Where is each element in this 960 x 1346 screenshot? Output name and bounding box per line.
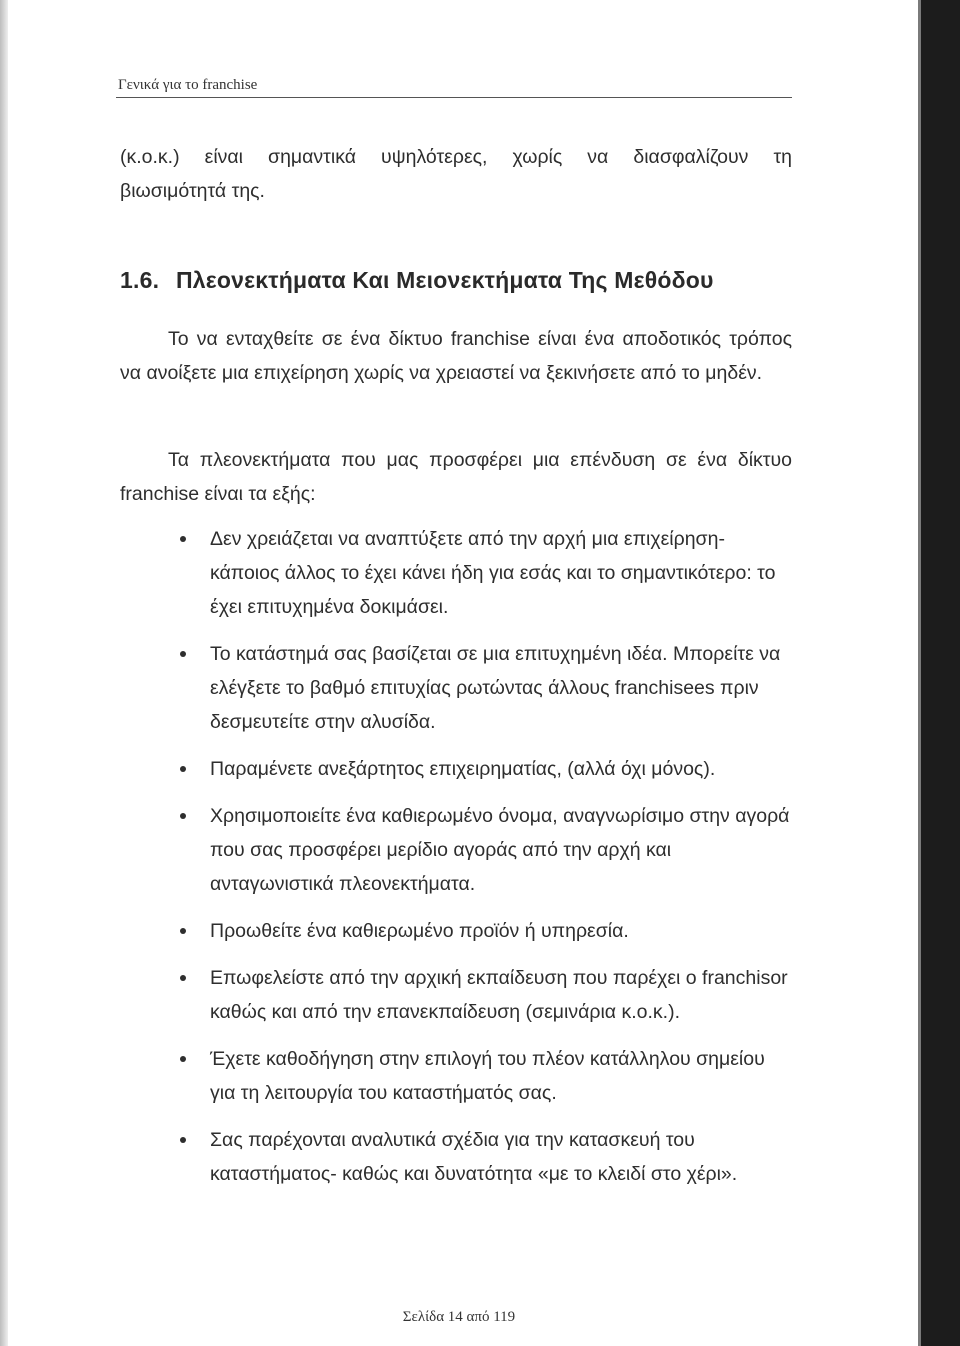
list-item [178,799,792,901]
paragraph-1-line-2: να ανοίξετε μια επιχείρηση χωρίς να χρειαστεί να ξεκινήσετε από το μηδέν. [120,362,763,384]
list-item [178,522,792,624]
intro-line-1: (κ.ο.κ.) είναι σημαντικά υψηλότερες, χωρίς να διασφαλίζουν τη [120,146,792,168]
bullet-icon [180,1137,186,1143]
advantages-list [178,522,792,1204]
bullet-icon [180,975,186,981]
list-item [178,914,792,948]
intro-paragraph [120,140,792,208]
list-item-text: Επωφελείστε από την αρχική εκπαίδευση που παρέχει ο franchisor καθώς και από την επανεκπαίδευση (σεμινάρια κ.ο.κ.). [210,967,788,1023]
list-item [178,752,792,786]
list-item-text: Προωθείτε ένα καθιερωμένο προϊόν ή υπηρεσία. [210,920,629,942]
bullet-icon [180,766,186,772]
header-rule [116,97,792,98]
scan-right-edge [918,0,960,1346]
list-item-text: Δεν χρειάζεται να αναπτύξετε από την αρχή μια επιχείρηση- κάποιος άλλος το έχει κάνει ήδη για εσάς και το σημαντικότερο: το έχει επιτυχημένα δοκιμάσει. [210,528,776,618]
list-item-text: Παραμένετε ανεξάρτητος επιχειρηματίας, (αλλά όχι μόνος). [210,758,716,780]
list-item-text: Το κατάστημά σας βασίζεται σε μια επιτυχημένη ιδέα. Μπορείτε να ελέγξετε το βαθμό επιτυχίας ρωτώντας άλλους franchisees πριν δεσμευτείτε στην αλυσίδα. [210,643,781,733]
scan-left-edge [0,0,8,1346]
paragraph-2-line-1: Τα πλεονεκτήματα που μας προσφέρει μια επένδυση σε ένα δίκτυο [168,449,792,471]
bullet-icon [180,536,186,542]
running-header: Γενικά για το franchise [118,77,258,93]
bullet-icon [180,1056,186,1062]
section-title: Πλεονεκτήματα Και Μειονεκτήματα Της Μεθόδου [176,267,714,293]
list-item [178,961,792,1029]
bullet-icon [180,651,186,657]
list-item [178,1042,792,1110]
paragraph-1 [120,322,792,390]
list-item [178,637,792,739]
list-item-text: Έχετε καθοδήγηση στην επιλογή του πλέον κατάλληλου σημείου για τη λειτουργία του καταστήματός σας. [210,1048,765,1104]
section-heading [120,267,792,294]
page-number: Σελίδα 14 από 119 [402,1309,516,1325]
section-number: 1.6. [120,267,160,293]
paragraph-1-line-1: Το να ενταχθείτε σε ένα δίκτυο franchise είναι ένα αποδοτικός τρόπος [168,328,792,350]
bullet-icon [180,813,186,819]
paragraph-2-line-2: franchise είναι τα εξής: [120,483,316,505]
list-item-text: Σας παρέχονται αναλυτικά σχέδια για την κατασκευή του καταστήματος- καθώς και δυνατότητα «με το κλειδί στο χέρι». [210,1129,738,1185]
list-item [178,1123,792,1191]
list-item-text: Χρησιμοποιείτε ένα καθιερωμένο όνομα, αναγνωρίσιμο στην αγορά που σας προσφέρει μερίδιο αγοράς από την αρχή και ανταγωνιστικά πλεονεκτήματα. [210,805,790,895]
paragraph-2 [120,443,792,511]
intro-line-2: βιωσιμότητά της. [120,180,265,202]
bullet-icon [180,928,186,934]
